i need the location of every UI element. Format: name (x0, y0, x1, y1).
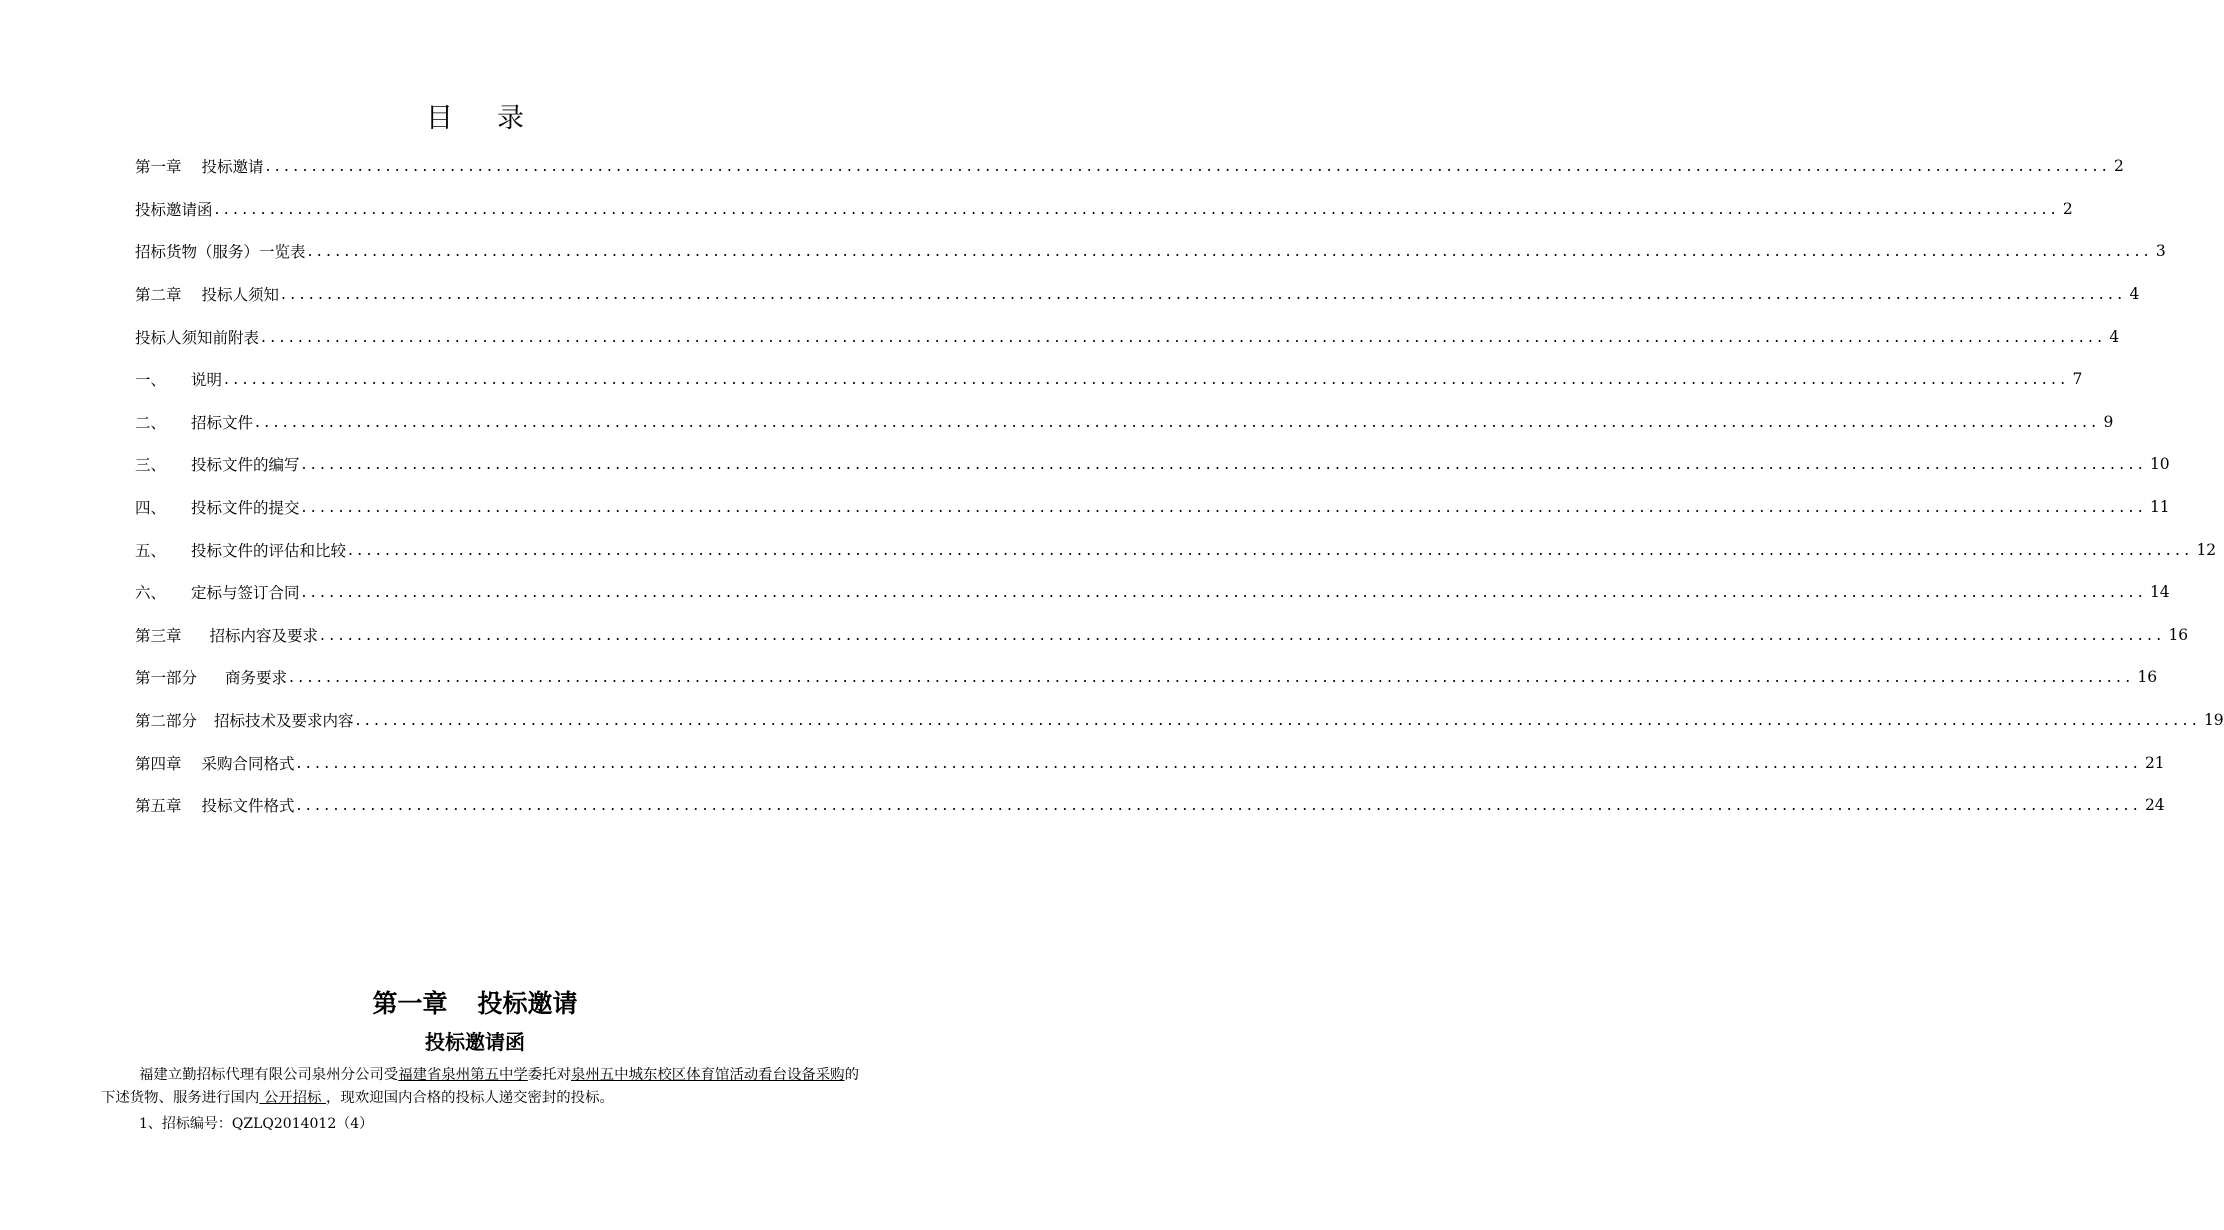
toc-entry-label-a: 第五章 (135, 797, 182, 816)
toc-entry-label (135, 752, 295, 774)
toc-entry-label-b: 投标文件的评估和比较 (191, 541, 347, 560)
toc-entry[interactable] (135, 401, 2114, 444)
project-name: 泉州五中城东校区体育馆活动看台设备采购 (570, 1067, 845, 1083)
toc-entry-label-b: 定标与签订合同 (191, 584, 300, 603)
toc-leader-dots: ........................................................................................................................................................................................................ (214, 199, 2060, 218)
toc-entry-label-a: 二、 (135, 413, 167, 432)
toc-leader-dots: ........................................................................................................................................................................................................ (255, 412, 2101, 431)
toc-entry-label (135, 283, 279, 305)
toc-entry-page: 14 (2149, 583, 2170, 602)
toc-entry[interactable] (135, 784, 2165, 827)
toc-entry-label (135, 326, 259, 348)
toc-entry[interactable] (135, 528, 2217, 571)
invitation-text-4: ，现欢迎国内合格的投标人递交密封的投标。 (326, 1090, 614, 1106)
toc-title-right: 录 (497, 103, 524, 134)
toc-entry[interactable] (135, 486, 2170, 529)
toc-entry[interactable] (135, 273, 2140, 316)
toc-entry[interactable] (135, 230, 2166, 273)
toc-entry-page: 3 (2155, 242, 2166, 261)
toc-entry-page: 2 (2062, 199, 2073, 218)
tender-number-item: 1、招标编号：QZLQ2014012（4） (139, 1116, 374, 1132)
invitation-text-1: 福建立勤招标代理有限公司泉州分公司受 (139, 1067, 399, 1083)
toc-entry-label (135, 411, 253, 433)
toc-entry-page: 12 (2196, 540, 2217, 559)
toc-title-left: 目 (426, 103, 453, 134)
toc-leader-dots: ........................................................................................................................................................................................................ (301, 455, 2147, 474)
toc-leader-dots: ........................................................................................................................................................................................................ (265, 157, 2111, 176)
toc-entry-label-a: 六、 (135, 584, 167, 603)
toc-entry-label (135, 198, 213, 220)
toc-leader-dots: ........................................................................................................................................................................................................ (301, 498, 2147, 517)
toc-entry-page: 9 (2103, 412, 2114, 431)
toc-entry[interactable] (135, 699, 2224, 742)
toc-leader-dots: ........................................................................................................................................................................................................ (224, 370, 2070, 389)
toc-entry-label-a: 第二章 (135, 286, 182, 305)
toc-entry[interactable] (135, 614, 2189, 657)
toc-entry-label-a: 投标邀请函 (135, 200, 213, 219)
toc-entry-label-b: 说明 (191, 371, 223, 390)
toc-leader-dots: ........................................................................................................................................................................................................ (281, 285, 2127, 304)
toc-entry-page: 4 (2129, 285, 2140, 304)
toc-entry-label (135, 240, 306, 262)
toc-entry-label-b: 投标邀请 (201, 158, 264, 177)
toc-entry[interactable] (135, 741, 2165, 784)
toc-entry[interactable] (135, 571, 2170, 614)
toc-leader-dots: ........................................................................................................................................................................................................ (348, 540, 2194, 559)
toc-leader-dots: ........................................................................................................................................................................................................ (296, 753, 2142, 772)
section-title: 投标邀请函 (425, 1030, 525, 1054)
toc-entry-label (135, 581, 300, 603)
toc-entry-page: 2 (2113, 157, 2124, 176)
toc-entry[interactable] (135, 188, 2073, 231)
toc-entry-label (135, 539, 346, 561)
toc-entry-label-a: 第三章 (135, 626, 182, 645)
toc-entry-page: 24 (2144, 796, 2165, 815)
toc-entry-label-a: 第二部分 (135, 712, 198, 731)
chapter-number: 第一章 (372, 989, 448, 1018)
invitation-text-3: 的下述货物、服务进行国内 (101, 1067, 859, 1106)
toc-entry-label (135, 666, 287, 688)
toc-entry-label-b: 投标人须知 (201, 286, 280, 305)
invitation-paragraph (101, 1064, 859, 1110)
toc-leader-dots: ........................................................................................................................................................................................................ (301, 583, 2147, 602)
toc-entry-label-a: 三、 (135, 456, 167, 475)
toc-entry-label-b: 投标文件格式 (201, 797, 295, 816)
toc-entry-label-b: 招标技术及要求内容 (214, 712, 354, 731)
toc-entry-label-b: 投标文件的提交 (191, 499, 300, 518)
toc-entry-label (135, 709, 354, 731)
toc-entry-page: 10 (2149, 455, 2170, 474)
toc-entry-page: 16 (2137, 668, 2158, 687)
toc-entry-label-b: 招标文件 (191, 413, 254, 432)
toc-entry-label-a: 五、 (135, 541, 167, 560)
toc-entry-label (135, 155, 264, 177)
client-name: 福建省泉州第五中学 (398, 1067, 528, 1083)
toc-leader-dots: ........................................................................................................................................................................................................ (261, 327, 2107, 346)
toc-entry-label-b: 商务要求 (225, 669, 288, 688)
toc-entry-page: 7 (2072, 370, 2083, 389)
toc-entry-label-a: 投标人须知前附表 (135, 328, 260, 347)
toc-entry-page: 19 (2203, 711, 2224, 730)
toc-entry-label-a: 第一部分 (135, 669, 198, 688)
toc-entry-page: 16 (2168, 625, 2189, 644)
table-of-contents (135, 145, 2224, 827)
toc-entry-label-b: 投标文件的编写 (191, 456, 300, 475)
toc-entry[interactable] (135, 145, 2124, 188)
toc-entry[interactable] (135, 443, 2170, 486)
toc-entry-page: 11 (2149, 498, 2170, 517)
toc-entry-label-b: 招标内容及要求 (209, 626, 319, 645)
toc-title (0, 96, 950, 135)
chapter-title (0, 984, 950, 1020)
toc-leader-dots: ........................................................................................................................................................................................................ (355, 711, 2201, 730)
procurement-method: 公开招标 (259, 1090, 327, 1106)
toc-entry-label (135, 624, 318, 646)
toc-entry[interactable] (135, 358, 2083, 401)
toc-entry[interactable] (135, 315, 2120, 358)
toc-leader-dots: ........................................................................................................................................................................................................ (296, 796, 2142, 815)
toc-entry-label-a: 招标货物（服务）一览表 (135, 243, 306, 262)
toc-leader-dots: ........................................................................................................................................................................................................ (307, 242, 2153, 261)
toc-entry-label (135, 794, 295, 816)
toc-leader-dots: ........................................................................................................................................................................................................ (289, 668, 2135, 687)
toc-entry[interactable] (135, 656, 2158, 699)
toc-entry-label-a: 四、 (135, 499, 167, 518)
chapter-name: 投标邀请 (477, 989, 578, 1018)
toc-entry-label-b: 采购合同格式 (201, 754, 295, 773)
toc-entry-page: 21 (2144, 753, 2165, 772)
toc-entry-label-a: 一、 (135, 371, 167, 390)
toc-leader-dots: ........................................................................................................................................................................................................ (320, 625, 2166, 644)
toc-entry-label (135, 368, 222, 390)
toc-entry-page: 4 (2109, 327, 2120, 346)
toc-entry-label (135, 496, 300, 518)
toc-entry-label-a: 第一章 (135, 158, 182, 177)
toc-entry-label-a: 第四章 (135, 754, 182, 773)
toc-entry-label (135, 453, 300, 475)
invitation-text-2: 委托对 (527, 1067, 571, 1083)
